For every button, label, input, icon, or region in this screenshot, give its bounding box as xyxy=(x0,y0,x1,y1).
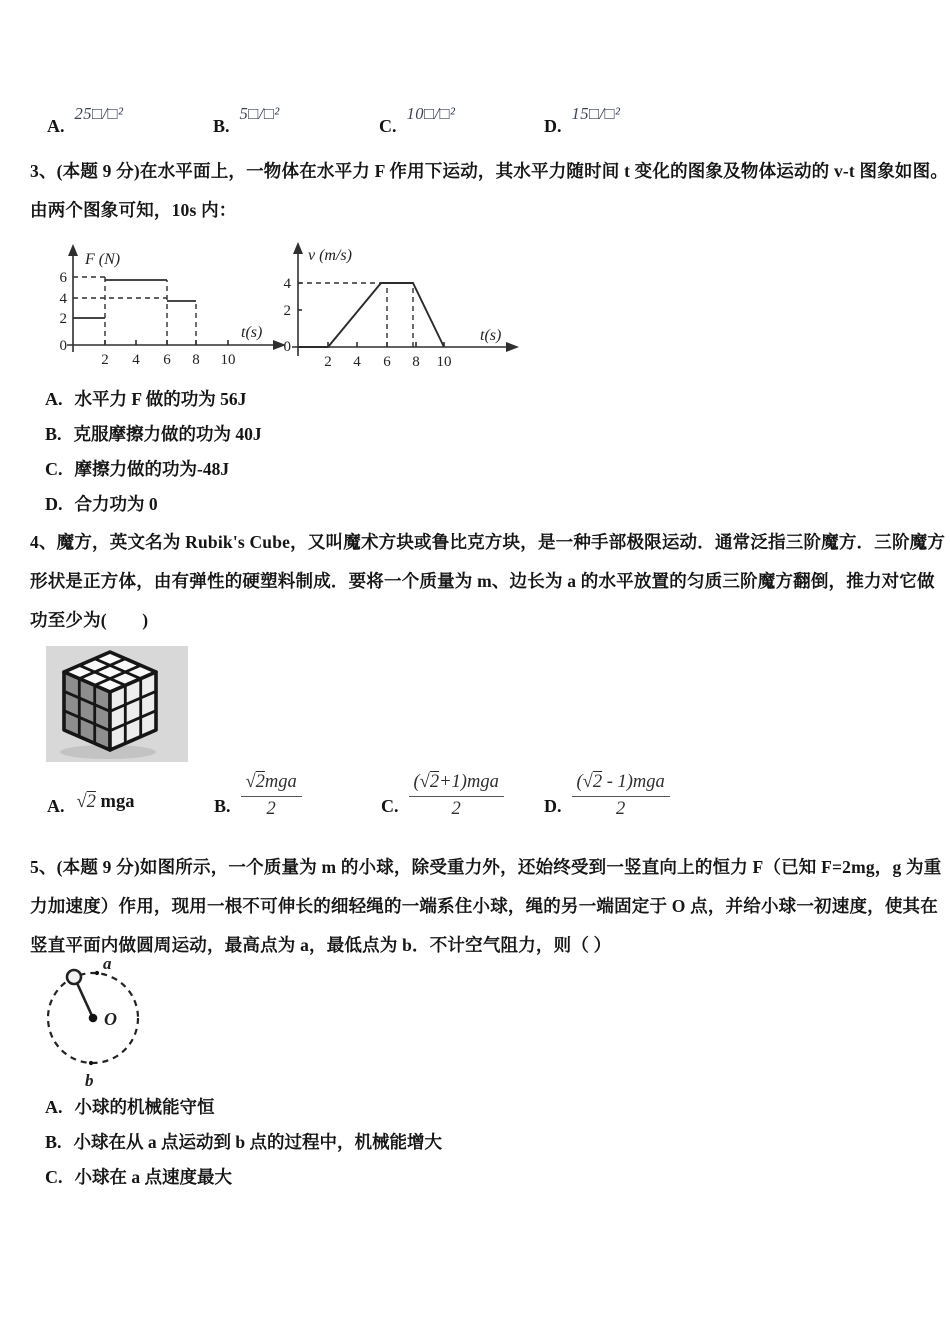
t-axis-label: t(s) xyxy=(241,324,263,341)
q3-option-d xyxy=(45,493,262,515)
svg-text:4: 4 xyxy=(132,352,140,368)
formula-tail: mga xyxy=(264,772,297,792)
f-axis-label: F (N) xyxy=(85,251,121,268)
svg-text:6: 6 xyxy=(163,352,171,368)
point-a-label: a xyxy=(103,954,112,973)
svg-text:6: 6 xyxy=(59,270,67,286)
option-formula: 5□/□² xyxy=(239,104,280,123)
q4-option-c xyxy=(381,772,504,820)
option-formula: 10□/□² xyxy=(406,104,456,123)
q3-line-2: 由两个图象可知，10s 内： xyxy=(30,200,237,220)
numerator xyxy=(409,772,504,797)
q3-option-c xyxy=(45,458,262,480)
x-axis-arrow xyxy=(506,342,519,352)
q2-option-b xyxy=(213,104,280,137)
q2-option-d xyxy=(544,104,620,137)
option-formula: 15□/□² xyxy=(571,104,621,123)
radicand: 2 xyxy=(429,772,440,792)
question-5-options xyxy=(45,1096,442,1188)
center-label: O xyxy=(104,1009,117,1029)
f-t-graph xyxy=(43,240,288,375)
radical-sign: √ xyxy=(76,792,87,812)
formula-tail: - 1)mga xyxy=(602,772,665,792)
circular-motion-diagram xyxy=(25,952,175,1100)
q5-option-c xyxy=(45,1166,442,1188)
v-t-tick-labels xyxy=(284,276,452,370)
option-text: 摩擦力做的功为-48J xyxy=(74,459,230,479)
f-t-guides xyxy=(73,277,196,345)
point-b-dot xyxy=(89,1061,93,1065)
q5-line-3: 竖直平面内做圆周运动，最高点为 a，最低点为 b．不计空气阻力，则（ ） xyxy=(30,935,612,955)
option-label: D. xyxy=(45,494,63,514)
question-3-stem xyxy=(30,152,949,230)
option-label: A. xyxy=(45,1097,63,1117)
svg-text:4: 4 xyxy=(59,291,67,307)
svg-text:2: 2 xyxy=(59,311,67,327)
q3-option-a xyxy=(45,388,262,410)
y-axis-arrow xyxy=(293,242,303,254)
svg-text:6: 6 xyxy=(383,354,391,370)
q4-line-2: 形状是正方体，由有弹性的硬塑料制成．要将一个质量为 m、边长为 a 的水平放置的匀质三阶魔方翻倒，推力对它做 xyxy=(30,571,935,591)
numerator xyxy=(241,772,302,797)
question-5-stem xyxy=(30,848,942,965)
q4-line-3: 功至少为( ) xyxy=(30,610,149,630)
svg-text:10: 10 xyxy=(436,354,452,370)
denominator: 2 xyxy=(451,799,461,819)
t-axis-label: t(s) xyxy=(480,327,502,344)
option-formula: 25□/□² xyxy=(74,104,124,123)
svg-text:0: 0 xyxy=(283,339,291,355)
option-label: A. xyxy=(47,116,65,136)
y-axis-arrow xyxy=(68,244,78,256)
string-line xyxy=(77,983,93,1018)
option-label: C. xyxy=(381,796,399,816)
fraction xyxy=(572,772,670,820)
q4-line-1: 4、魔方，英文名为 Rubik's Cube，又叫魔术方块或鲁比克方块，是一种手部极限运动．通常泛指三阶魔方．三阶魔方 xyxy=(30,532,946,552)
center-dot xyxy=(89,1014,98,1023)
option-text: 水平力 F 做的功为 56J xyxy=(74,389,247,409)
svg-text:4: 4 xyxy=(283,276,291,292)
radical-sign: (√ xyxy=(413,772,430,792)
svg-text:2: 2 xyxy=(283,303,291,319)
f-t-data-line xyxy=(73,280,196,318)
svg-text:4: 4 xyxy=(353,354,361,370)
v-t-axes xyxy=(292,252,508,356)
numerator xyxy=(572,772,670,797)
q4-option-b xyxy=(214,772,302,820)
point-b-label: b xyxy=(85,1071,94,1090)
option-label: D. xyxy=(544,796,562,816)
q5-line-1: 5、(本题 9 分)如图所示，一个质量为 m 的小球，除受重力外，还始终受到一竖直向上的恒力 F（已知 F=2mg，g 为重 xyxy=(30,857,942,877)
q3-line-1: 3、(本题 9 分)在水平面上，一物体在水平力 F 作用下运动，其水平力随时间 t 变化的图象及物体运动的 v-t 图象如图。 xyxy=(30,161,949,181)
option-label: A. xyxy=(47,796,65,816)
v-t-graph xyxy=(270,238,530,380)
svg-text:2: 2 xyxy=(324,354,332,370)
radicand: 2 xyxy=(255,772,265,792)
option-label: D. xyxy=(544,116,562,136)
svg-text:0: 0 xyxy=(59,338,67,354)
v-t-data-line xyxy=(298,283,444,347)
radical-sign: (√ xyxy=(576,772,593,792)
option-text: 小球的机械能守恒 xyxy=(74,1097,215,1117)
q5-line-2: 力加速度）作用，现用一根不可伸长的细轻绳的一端系住小球，绳的另一端固定于 O 点，并给小球一初速度，使其在 xyxy=(30,896,938,916)
radicand: 2 xyxy=(86,792,96,812)
ball xyxy=(67,970,81,984)
option-text: 合力功为 0 xyxy=(74,494,158,514)
option-label: C. xyxy=(45,1167,63,1187)
formula-tail: mga xyxy=(95,792,135,812)
question-4-stem xyxy=(30,523,946,640)
q3-option-b xyxy=(45,423,262,445)
fraction xyxy=(241,772,302,820)
option-text: 小球在 a 点速度最大 xyxy=(74,1167,232,1187)
option-label: C. xyxy=(379,116,397,136)
option-label: B. xyxy=(45,424,62,444)
point-a-dot xyxy=(95,971,99,975)
option-label: B. xyxy=(214,796,231,816)
option-label: B. xyxy=(213,116,230,136)
svg-text:10: 10 xyxy=(220,352,236,368)
question-3-options xyxy=(45,388,262,515)
radicand: 2 xyxy=(592,772,603,792)
option-label: C. xyxy=(45,459,63,479)
q5-option-a xyxy=(45,1096,442,1118)
svg-text:8: 8 xyxy=(192,352,200,368)
option-label: A. xyxy=(45,389,63,409)
option-text: 小球在从 a 点运动到 b 点的过程中，机械能增大 xyxy=(73,1132,442,1152)
formula-tail: +1)mga xyxy=(439,772,499,792)
svg-text:2: 2 xyxy=(101,352,109,368)
q4-option-d xyxy=(544,772,670,820)
q2-option-c xyxy=(379,104,455,137)
option-text: 克服摩擦力做的功为 40J xyxy=(73,424,262,444)
option-label: B. xyxy=(45,1132,62,1152)
f-t-tick-labels xyxy=(60,270,236,368)
rubiks-cube-photo xyxy=(46,646,188,762)
radical-sign: √ xyxy=(245,772,256,792)
q2-option-a xyxy=(47,104,123,137)
v-axis-label: v (m/s) xyxy=(308,247,352,264)
denominator: 2 xyxy=(266,799,276,819)
svg-text:8: 8 xyxy=(412,354,420,370)
option-formula xyxy=(77,772,135,813)
q4-option-a xyxy=(47,772,134,817)
fraction xyxy=(409,772,504,820)
denominator: 2 xyxy=(616,799,626,819)
q5-option-b xyxy=(45,1131,442,1153)
